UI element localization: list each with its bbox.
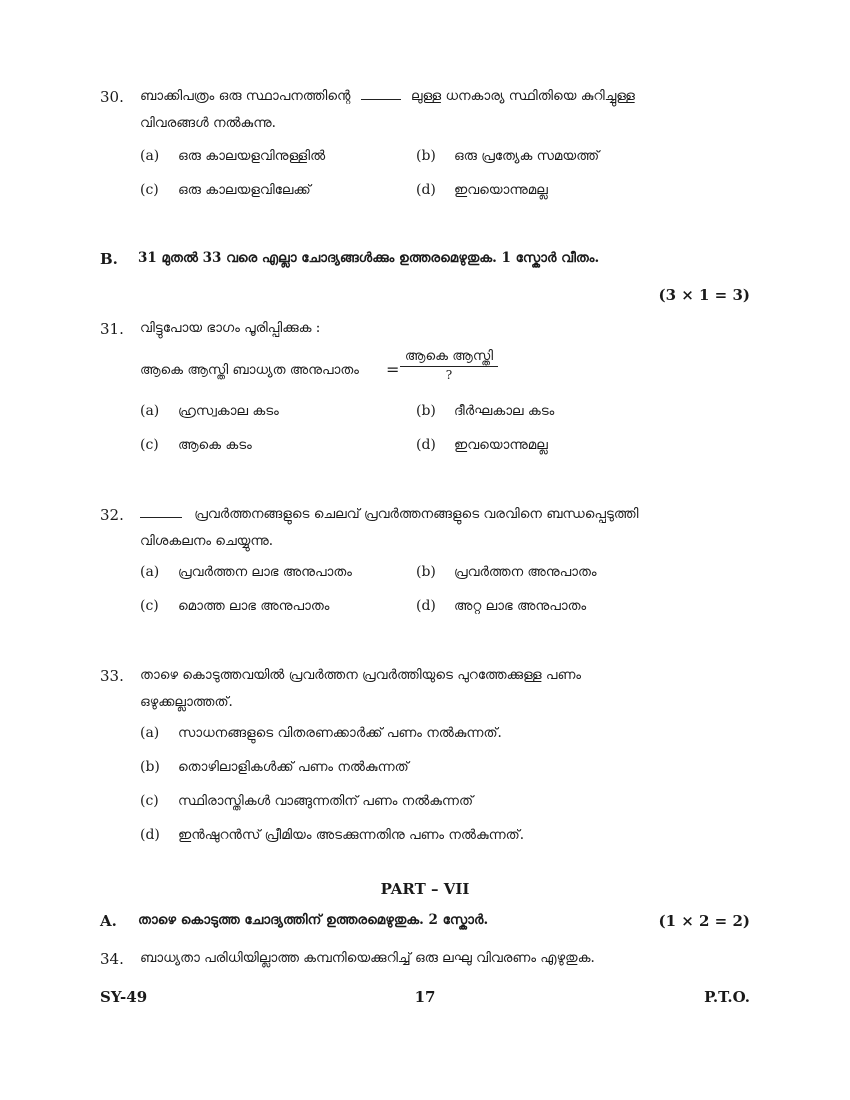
option-text: ഇവയൊന്നുമല്ല [454,437,548,453]
option-label: (a) [140,403,160,419]
section-instruction: താഴെ കൊടുത്ത ചോദ്യത്തിന് ഉത്തരമെഴുതുക. 2 സ്കോർ. [138,912,489,928]
option-text: പ്രവർത്തന അനുപാതം [454,564,597,580]
option-text: ദീർഘകാല കടം [454,403,555,419]
option-label: (c) [140,182,159,198]
page-number: 17 [414,988,436,1006]
option-text: ആകെ കടം [178,437,252,453]
option-text: ഒരു കാലയളവിലേക്ക് [178,182,311,198]
section-marks: (3 × 1 = 3) [658,286,750,304]
part-title: PART – VII [380,880,470,898]
fill-in-blank [140,516,182,518]
option-label: (d) [416,182,436,198]
option-label: (b) [416,403,436,419]
option-label: (d) [140,827,160,843]
section-letter: A. [100,912,117,930]
option-text: ഒരു പ്രത്യേക സമയത്ത് [454,148,600,164]
option-text: ഇവയൊന്നുമല്ല [454,182,548,198]
option-text: തൊഴിലാളികൾക്ക് പണം നൽകുന്നത് [178,759,409,775]
question-text-part1: ബാക്കിപത്രം ഒരു സ്ഥാപനത്തിന്റെ [140,88,351,104]
question-text-line2: വിവരങ്ങൾ നൽകുന്നു. [140,115,276,131]
question-number: 33. [100,667,124,685]
question-text-line1 [140,502,638,526]
option-text: സാധനങ്ങളുടെ വിതരണക്കാർക്ക് പണം നൽകുന്നത്. [178,725,502,741]
option-text: അറ്റ ലാഭ അനുപാതം [454,598,587,614]
question-text: ബാധ്യതാ പരിധിയില്ലാത്ത കമ്പനിയെക്കുറിച്ച് ഒരു ലഘു വിവരണം എഴുതുക. [140,950,595,966]
question-text-line2: വിശകലനം ചെയ്യുന്നു. [140,533,274,549]
fraction-numerator: ആകെ ആസ്തി [404,348,494,364]
question-number: 34. [100,950,124,968]
option-label: (b) [140,759,160,775]
question-text-line1: താഴെ കൊടുത്തവയിൽ പ്രവർത്തന പ്രവർത്തിയുടെ പുറത്തേക്കുള്ള പണം [140,667,582,683]
question-text-part: പ്രവർത്തനങ്ങളുടെ ചെലവ് പ്രവർത്തനങ്ങളുടെ വരവിനെ ബന്ധപ്പെടുത്തി [194,506,639,522]
question-number: 30. [100,88,124,106]
option-label: (c) [140,598,159,614]
option-text: പ്രവർത്തന ലാഭ അനുപാതം [178,564,352,580]
question-number: 32. [100,506,124,524]
question-number: 31. [100,320,124,338]
formula-fraction [400,347,498,382]
fraction-denominator: ? [445,368,453,382]
option-text: സ്ഥിരാസ്തികൾ വാങ്ങുന്നതിന് പണം നൽകുന്നത് [178,793,474,809]
option-label: (a) [140,564,160,580]
option-label: (c) [140,437,159,453]
option-label: (a) [140,725,160,741]
section-instruction: 31 മുതൽ 33 വരെ എല്ലാ ചോദ്യങ്ങൾക്കും ഉത്തരമെഴുതുക. 1 സ്കോർ വീതം. [138,250,600,266]
option-label: (b) [416,564,436,580]
footer-code: SY-49 [100,988,148,1006]
fill-in-blank [361,98,401,100]
option-label: (d) [416,437,436,453]
question-text-part2: ലുള്ള ധനകാര്യ സ്ഥിതിയെ കുറിച്ചുള്ള [411,88,635,104]
formula-equals: = [386,360,400,379]
option-text: ഒരു കാലയളവിനുള്ളിൽ [178,148,326,164]
option-label: (b) [416,148,436,164]
option-label: (a) [140,148,160,164]
formula-lhs: ആകെ ആസ്തി ബാധ്യത അനുപാതം [140,362,359,378]
option-label: (d) [416,598,436,614]
section-marks: (1 × 2 = 2) [658,912,750,930]
option-label: (c) [140,793,159,809]
fraction-bar [400,366,498,367]
option-text: ഹ്രസ്വകാല കടം [178,403,279,419]
question-text: വിട്ടുപോയ ഭാഗം പൂരിപ്പിക്കുക : [140,320,321,336]
option-text: മൊത്ത ലാഭ അനുപാതം [178,598,330,614]
pto-label: P.T.O. [704,988,750,1006]
option-text: ഇൻഷുറൻസ് പ്രീമിയം അടക്കുന്നതിനു പണം നൽകുന്നത്. [178,827,525,843]
question-text-line2: ഒഴുക്കല്ലാത്തത്. [140,694,233,710]
section-letter: B. [100,250,118,268]
question-text-line1 [140,84,635,108]
